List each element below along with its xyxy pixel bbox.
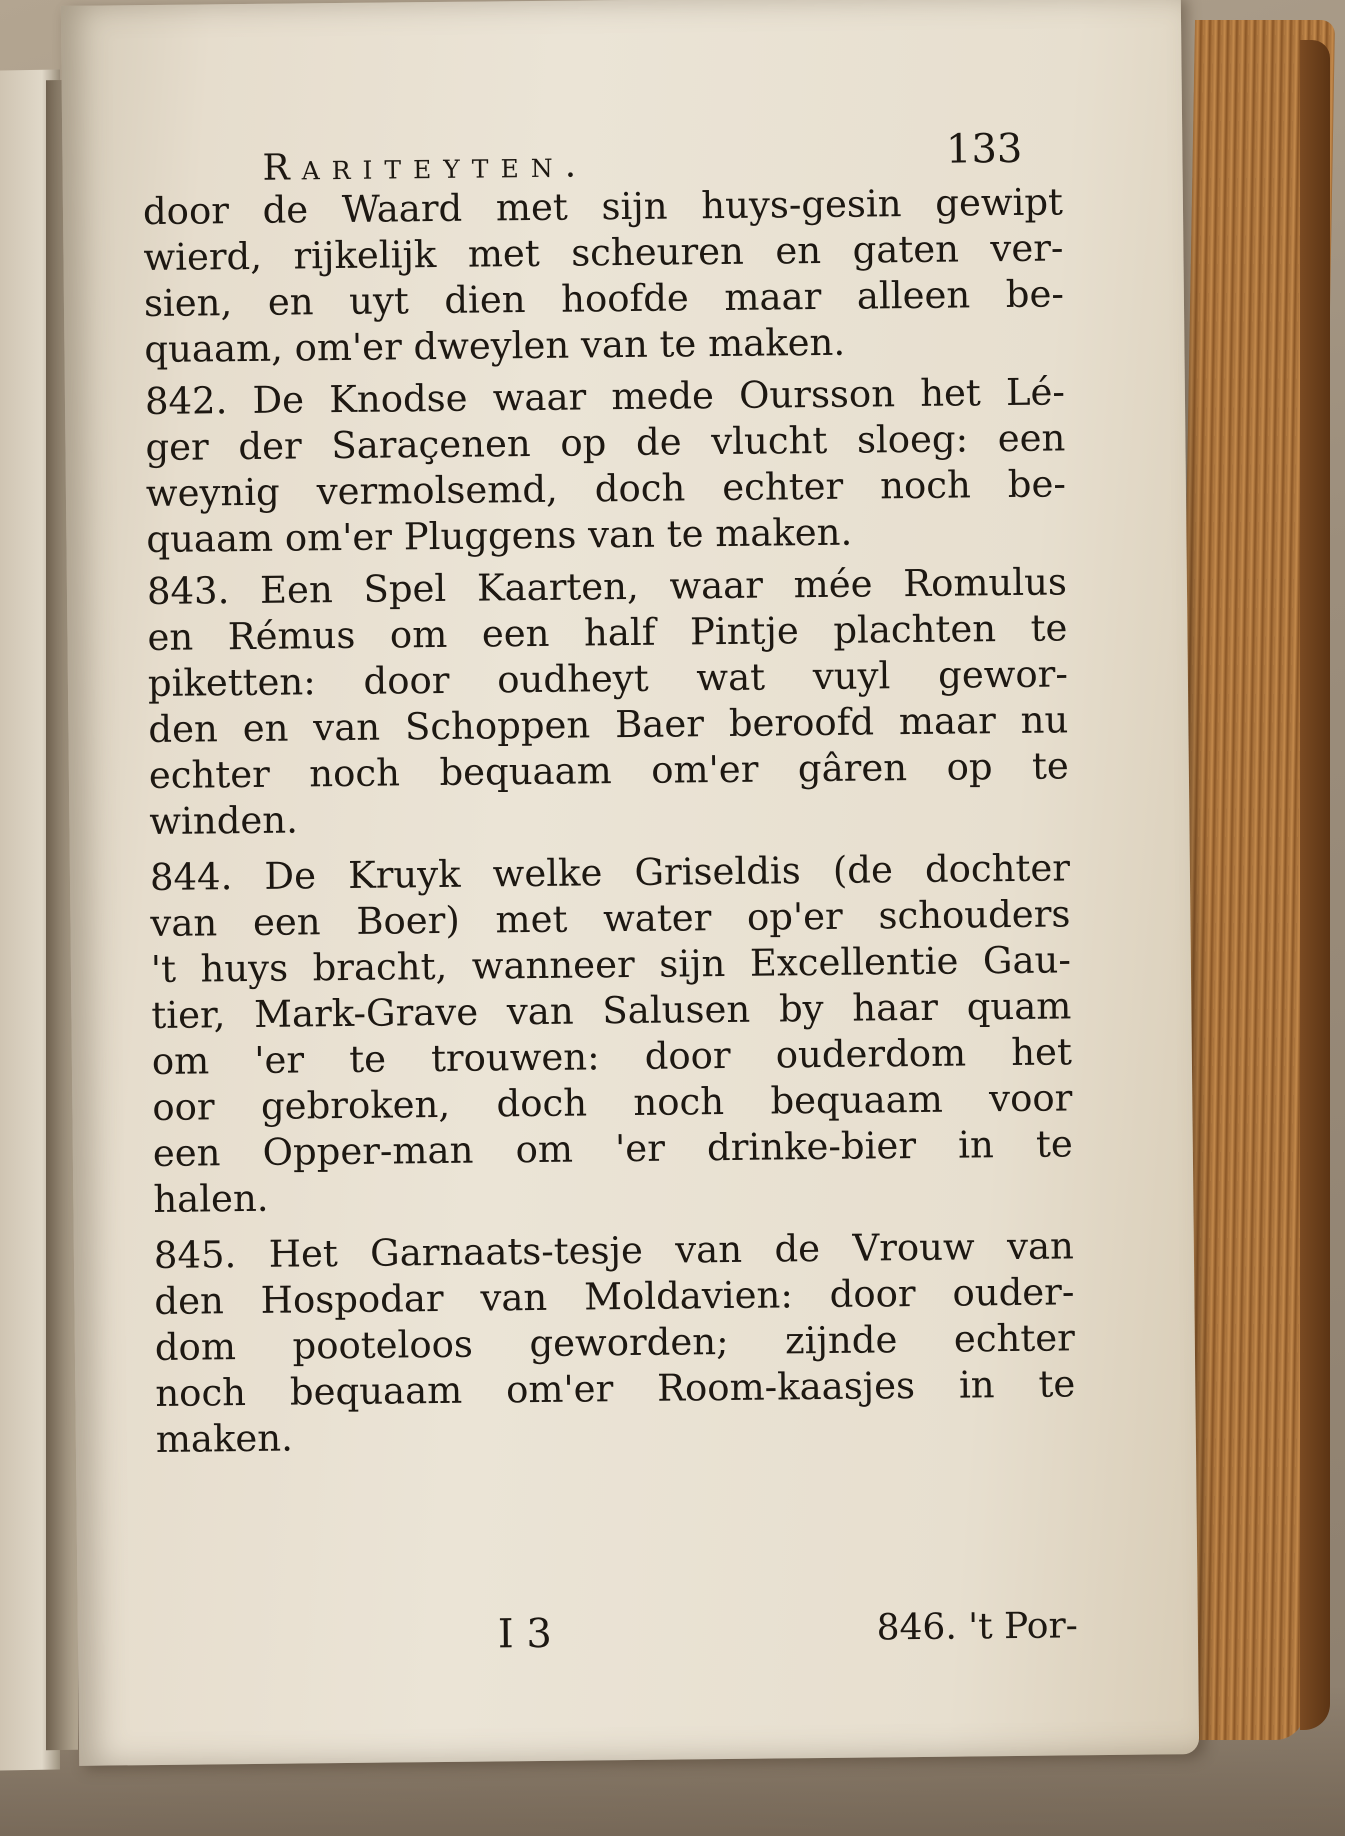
- entry-843-line: 843. Een Spel Kaarten, waar mée Romulus: [146, 560, 1068, 614]
- text-line: winden.: [149, 798, 299, 844]
- text-line: ger der Saraçenen op de vlucht sloeg: een: [145, 416, 1066, 470]
- text-line: wierd, rijkelijk met scheuren en gaten ver-: [143, 226, 1064, 280]
- page-content: [142, 105, 1079, 1715]
- text-line: maken.: [155, 1416, 294, 1461]
- entry-844-line: 844. De Kruyk welke Griseldis (de dochter: [149, 846, 1071, 900]
- text-line: den Hospodar van Moldavien: door ouder-: [154, 1270, 1075, 1324]
- text-line: een Opper-man om 'er drinke-bier in te: [152, 1122, 1074, 1176]
- page-number: 133: [945, 125, 1023, 173]
- text-line: door de Waard met sijn huys-gesin gewipt: [142, 180, 1064, 234]
- text-line: van een Boer) met water op'er schouders: [150, 892, 1071, 946]
- text-line: quaam om'er Pluggens van te maken.: [146, 510, 853, 562]
- text-line: en Rémus om een half Pintje plachten te: [147, 606, 1068, 660]
- entry-845-line: 845. Het Garnaats-tesje van de Vrouw van: [153, 1224, 1075, 1278]
- text-line: dom pooteloos geworden; zijnde echter: [154, 1316, 1076, 1369]
- book-page: [61, 0, 1199, 1766]
- text-line: echter noch bequaam om'er gâren op te: [148, 744, 1070, 798]
- text-line: tier, Mark-Grave van Salusen by haar quam: [151, 984, 1072, 1038]
- book-cover-edge: [1300, 40, 1330, 1730]
- text-line: noch bequaam om'er Room-kaasjes in te: [155, 1362, 1076, 1415]
- text-line: om 'er te trouwen: door ouderdom het: [151, 1030, 1073, 1084]
- text-line: weynig vermolsemd, doch echter noch be-: [145, 462, 1067, 516]
- signature-mark: I 3: [497, 1610, 553, 1658]
- page-footer: [158, 1605, 1079, 1675]
- text-line: sien, en uyt dien hoofde maar alleen be-: [143, 272, 1065, 326]
- text-line: quaam, om'er dweylen van te maken.: [144, 320, 846, 372]
- text-line: halen.: [153, 1176, 269, 1222]
- entry-842-line: 842. De Knodse waar mede Oursson het Lé-: [144, 370, 1066, 424]
- running-title: Rariteyten.: [262, 144, 589, 189]
- text-line: 't huys bracht, wanneer sijn Excellentie Gau-: [150, 938, 1072, 992]
- text-line: oor gebroken, doch noch bequaam voor: [152, 1076, 1073, 1130]
- text-line: den en van Schoppen Baer beroofd maar nu: [148, 698, 1069, 752]
- catchword: 846. 't Por-: [876, 1605, 1079, 1649]
- text-line: piketten: door oudheyt wat vuyl gewor-: [147, 652, 1069, 706]
